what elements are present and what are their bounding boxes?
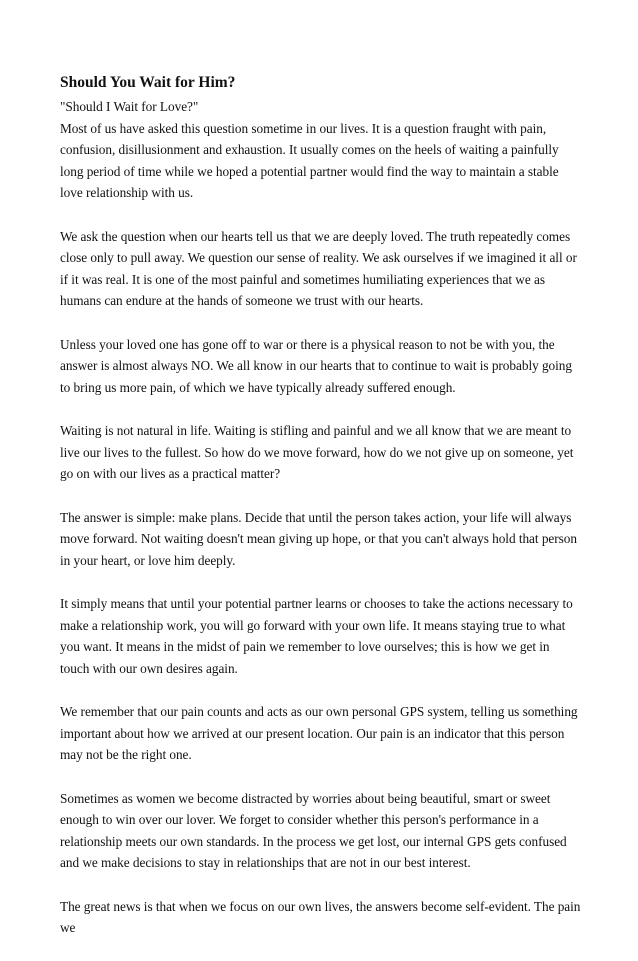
document-subtitle: "Should I Wait for Love?" bbox=[60, 99, 199, 114]
paragraph-3: Unless your loved one has gone off to war or there is a physical reason to not be with you, the answer is almost always NO. We all know in our hearts that to continue to wait is probably going to bring us more pain, of which we have typically already suffered enough. bbox=[60, 336, 573, 395]
paragraph-6: It simply means that until your potential partner learns or chooses to take the actions necessary to make a relationship work, you will go forward with your own life. It means staying true to what you want. It means in the midst of pain we remember to love ourselves; this is how we get in touch with our own desires again. bbox=[60, 596, 573, 676]
paragraph-1: Most of us have asked this question sometime in our lives. It is a question fraught with pain, confusion, disillusionment and exhaustion. It usually comes on the heels of waiting a painfully long period of time while we hoped a potential partner would find the way to maintain a stable love relationship with us. bbox=[60, 120, 559, 200]
paragraph-8: Sometimes as women we become distracted by worries about being beautiful, smart or sweet enough to win over our lover. We forget to consider whether this person's performance in a relationship meets our own standards. In the process we get lost, our internal GPS gets confused and we make decisions to stay in relationships that are not in our best interest. bbox=[60, 790, 567, 870]
paragraph-4: Waiting is not natural in life. Waiting is stifling and painful and we all know that we are meant to live our lives to the fullest. So how do we move forward, how do we not give up on someone, yet go on with our lives as a practical matter? bbox=[60, 423, 574, 481]
document-page bbox=[60, 73, 582, 961]
document-title: Should You Wait for Him? bbox=[60, 74, 236, 91]
paragraph-2: We ask the question when our hearts tell us that we are deeply loved. The truth repeatedly comes close only to pull away. We question our sense of reality. We ask ourselves if we imagined it all or if it was real. It is one of the most painful and sometimes humiliating experiences that we as humans can endure at the hands of someone we trust with our hearts. bbox=[60, 228, 577, 308]
paragraph-9: The great news is that when we focus on our own lives, the answers become self-evident. The pain we bbox=[60, 898, 581, 935]
paragraph-5: The answer is simple: make plans. Decide that until the person takes action, your life will always move forward. Not waiting doesn't mean giving up hope, or that you can't always hold that person in your heart, or love him deeply. bbox=[60, 509, 577, 568]
paragraph-7: We remember that our pain counts and acts as our own personal GPS system, telling us something important about how we arrived at our present location. Our pain is an indicator that this person may not be the right one. bbox=[60, 704, 578, 762]
